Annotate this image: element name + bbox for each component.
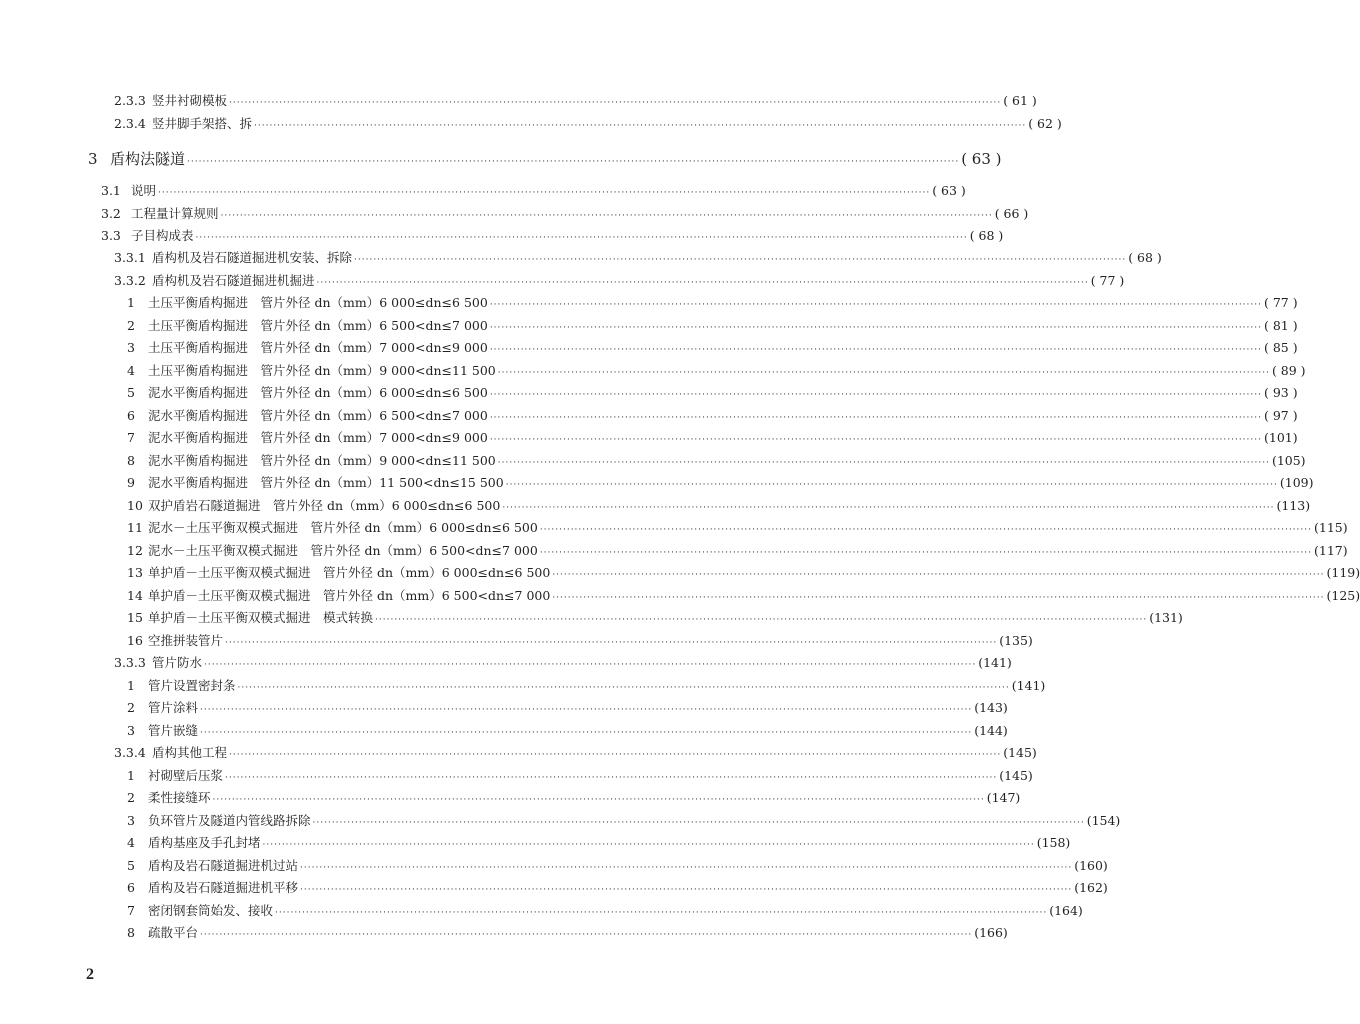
dot-leader: ········································································································································································································: [502, 503, 1275, 513]
toc-title: 疏散平台: [148, 925, 199, 940]
toc-page-number: ( 77 ): [1263, 295, 1298, 310]
toc-number: 8: [127, 925, 135, 940]
dot-leader: ········································································································································································································: [539, 548, 1312, 558]
toc-title: 子目构成表: [131, 228, 194, 243]
dot-leader: ········································································································································································································: [204, 660, 977, 670]
dot-leader: ········································································································································································································: [497, 368, 1270, 378]
toc-number: 15: [127, 610, 143, 625]
dot-leader: ········································································································································································································: [229, 750, 1002, 760]
toc-entry: [114, 93, 1037, 109]
toc-title: 空推拼装管片: [148, 633, 224, 648]
toc-number: 1: [127, 768, 135, 783]
dot-leader: ········································································································································································································: [489, 323, 1262, 333]
toc-title: 盾构及岩石隧道掘进机过站: [148, 858, 299, 873]
toc-entry: [127, 723, 1008, 739]
dot-leader: ········································································································································································································: [539, 525, 1312, 535]
dot-leader: ········································································································································································································: [237, 683, 1010, 693]
dot-leader: ········································································································································································································: [316, 278, 1089, 288]
toc-title: 泥水平衡盾构掘进 管片外径 dn（mm）6 000≤dn≤6 500: [148, 385, 488, 400]
toc-entry: [127, 565, 1360, 581]
toc-page-number: ( 63 ): [932, 183, 966, 198]
toc-title: 负环管片及隧道内管线路拆除: [148, 813, 311, 828]
toc-title: 单护盾－土压平衡双模式掘进 管片外径 dn（mm）6 500<dn≤7 000: [148, 588, 551, 603]
toc-page-number: (113): [1276, 498, 1311, 513]
dot-leader: ········································································································································································································: [375, 615, 1148, 625]
toc-entry: [101, 206, 1029, 222]
toc-page-number: (105): [1271, 453, 1306, 468]
toc-entry: [114, 250, 1162, 266]
dot-leader: ········································································································································································································: [552, 570, 1325, 580]
toc-title: 盾构法隧道: [110, 150, 186, 168]
toc-entry: [127, 543, 1348, 559]
toc-page-number: (109): [1279, 475, 1314, 490]
toc-entry: [127, 903, 1083, 919]
dot-leader: ········································································································································································································: [489, 413, 1262, 423]
toc-number: 12: [127, 543, 143, 558]
toc-entry: [127, 835, 1071, 851]
toc-number: 3.3.2: [114, 273, 146, 288]
toc-number: 14: [127, 588, 143, 603]
dot-leader: ········································································································································································································: [212, 795, 985, 805]
toc-entry: [127, 700, 1008, 716]
toc-number: 3.3: [101, 228, 121, 243]
toc-page-number: ( 62 ): [1028, 116, 1062, 131]
toc-number: 7: [127, 430, 135, 445]
toc-title: 泥水－土压平衡双模式掘进 管片外径 dn（mm）6 000≤dn≤6 500: [148, 520, 538, 535]
toc-number: 3.2: [101, 206, 121, 221]
toc-number: 8: [127, 453, 135, 468]
toc-page-number: (160): [1074, 858, 1108, 873]
toc-title: 密闭钢套筒始发、接收: [148, 903, 274, 918]
toc-entry: [127, 925, 1008, 941]
dot-leader: ········································································································································································································: [200, 705, 973, 715]
toc-number: 3: [127, 813, 135, 828]
toc-number: 6: [127, 408, 135, 423]
toc-title: 柔性接缝环: [148, 790, 211, 805]
toc-entry: [114, 745, 1037, 761]
toc-page-number: ( 66 ): [994, 206, 1029, 221]
dot-leader: ········································································································································································································: [489, 345, 1262, 355]
page-number: 2: [86, 966, 94, 983]
toc-page-number: (117): [1313, 543, 1348, 558]
toc-page-number: (101): [1263, 430, 1298, 445]
toc-title: 泥水平衡盾构掘进 管片外径 dn（mm）11 500<dn≤15 500: [148, 475, 504, 490]
toc-title: 工程量计算规则: [131, 206, 219, 221]
dot-leader: ········································································································································································································: [312, 818, 1085, 828]
toc-entry: [127, 430, 1298, 446]
toc-entry: [101, 228, 1004, 244]
toc-number: 5: [127, 385, 135, 400]
toc-page-number: ( 77 ): [1090, 273, 1125, 288]
dot-leader: ········································································································································································································: [225, 638, 998, 648]
toc-page-number: (145): [999, 768, 1033, 783]
dot-leader: ········································································································································································································: [200, 728, 973, 738]
toc-title: 土压平衡盾构掘进 管片外径 dn（mm）7 000<dn≤9 000: [148, 340, 488, 355]
toc-title: 泥水－土压平衡双模式掘进 管片外径 dn（mm）6 500<dn≤7 000: [148, 543, 538, 558]
toc-page-number: (166): [974, 925, 1008, 940]
toc-page-number: (145): [1003, 745, 1037, 760]
dot-leader: ········································································································································································································: [300, 885, 1073, 895]
toc-page-number: (158): [1036, 835, 1071, 850]
toc-number: 2.3.3: [114, 93, 146, 108]
toc-entry: [127, 880, 1108, 896]
toc-title: 泥水平衡盾构掘进 管片外径 dn（mm）6 500<dn≤7 000: [148, 408, 488, 423]
toc-number: 3.3.3: [114, 655, 146, 670]
toc-title: 竖井衬砌模板: [152, 93, 228, 108]
toc-title: 管片防水: [152, 655, 203, 670]
dot-leader: ········································································································································································································: [552, 593, 1325, 603]
toc-page-number: ( 81 ): [1263, 318, 1298, 333]
dot-leader: ········································································································································································································: [225, 773, 998, 783]
toc-number: 3: [127, 723, 135, 738]
toc-page-number: (125): [1326, 588, 1360, 603]
toc-page-number: (119): [1326, 565, 1360, 580]
toc-entry: [127, 790, 1021, 806]
toc-title: 盾构其他工程: [152, 745, 228, 760]
toc-number: 2: [127, 700, 135, 715]
toc-page-number: (162): [1074, 880, 1108, 895]
toc-entry: [127, 768, 1033, 784]
dot-leader: ········································································································································································································: [497, 458, 1270, 468]
dot-leader: ········································································································································································································: [505, 480, 1278, 490]
toc-page-number: ( 93 ): [1263, 385, 1298, 400]
toc-title: 泥水平衡盾构掘进 管片外径 dn（mm）9 000<dn≤11 500: [148, 453, 496, 468]
toc-number: 2.3.4: [114, 116, 146, 131]
toc-number: 2: [127, 318, 135, 333]
toc-entry: [127, 498, 1311, 514]
toc-number: 16: [127, 633, 143, 648]
toc-title: 盾构及岩石隧道掘进机平移: [148, 880, 299, 895]
toc-number: 3: [127, 340, 135, 355]
dot-leader: ········································································································································································································: [229, 98, 1002, 108]
toc-number: 5: [127, 858, 135, 873]
toc-title: 单护盾－土压平衡双模式掘进 管片外径 dn（mm）6 000≤dn≤6 500: [148, 565, 551, 580]
toc-page-number: (141): [978, 655, 1012, 670]
toc-title: 管片嵌缝: [148, 723, 199, 738]
dot-leader: ········································································································································································································: [300, 863, 1073, 873]
toc-page-number: ( 85 ): [1263, 340, 1298, 355]
dot-leader: ········································································································································································································: [158, 188, 931, 198]
dot-leader: ········································································································································································································: [489, 435, 1262, 445]
dot-leader: ········································································································································································································: [354, 255, 1127, 265]
toc-page-number: (154): [1086, 813, 1121, 828]
dot-leader: ········································································································································································································: [187, 157, 960, 167]
toc-title: 泥水平衡盾构掘进 管片外径 dn（mm）7 000<dn≤9 000: [148, 430, 488, 445]
toc-page-number: (164): [1049, 903, 1083, 918]
dot-leader: ········································································································································································································: [262, 840, 1035, 850]
toc-entry: [127, 408, 1298, 424]
toc-entry: [127, 295, 1298, 311]
toc-entry: [127, 385, 1298, 401]
toc-entry: [127, 318, 1298, 334]
dot-leader: ········································································································································································································: [489, 390, 1262, 400]
toc-number: 4: [127, 835, 135, 850]
toc-page-number: ( 68 ): [1128, 250, 1162, 265]
toc-page-number: (144): [974, 723, 1008, 738]
toc-entry: [127, 633, 1033, 649]
toc-entry: [127, 678, 1046, 694]
toc-entry: [114, 655, 1012, 671]
toc-number: 9: [127, 475, 135, 490]
toc-entry: [127, 453, 1306, 469]
dot-leader: ········································································································································································································: [489, 300, 1262, 310]
toc-title: 盾构机及岩石隧道掘进机安装、拆除: [152, 250, 353, 265]
toc-number: 6: [127, 880, 135, 895]
toc-number: 3: [88, 150, 98, 168]
toc-number: 3.1: [101, 183, 121, 198]
toc-title: 管片涂料: [148, 700, 199, 715]
toc-entry: [114, 116, 1062, 132]
toc-title: 衬砌壁后压浆: [148, 768, 224, 783]
toc-entry: [127, 813, 1121, 829]
dot-leader: ········································································································································································································: [200, 930, 973, 940]
toc-number: 10: [127, 498, 143, 513]
toc-entry: [127, 858, 1108, 874]
toc-page-number: (143): [974, 700, 1008, 715]
toc-number: 13: [127, 565, 143, 580]
toc-title: 盾构机及岩石隧道掘进机掘进: [152, 273, 315, 288]
toc-entry: [114, 273, 1125, 289]
toc-entry: [127, 363, 1306, 379]
toc-title: 管片设置密封条: [148, 678, 236, 693]
toc-number: 11: [127, 520, 143, 535]
toc-page-number: (131): [1149, 610, 1183, 625]
toc-number: 7: [127, 903, 135, 918]
toc-title: 单护盾－土压平衡双模式掘进 模式转换: [148, 610, 374, 625]
toc-entry: [127, 610, 1183, 626]
toc-title: 双护盾岩石隧道掘进 管片外径 dn（mm）6 000≤dn≤6 500: [148, 498, 501, 513]
toc-entry: [127, 588, 1360, 604]
dot-leader: ········································································································································································································: [275, 908, 1048, 918]
toc-page-number: ( 61 ): [1003, 93, 1037, 108]
toc-entry: [127, 340, 1298, 356]
toc-title: 竖井脚手架搭、拆: [152, 116, 253, 131]
dot-leader: ········································································································································································································: [195, 233, 968, 243]
toc-number: 3.3.1: [114, 250, 146, 265]
toc-number: 3.3.4: [114, 745, 146, 760]
dot-leader: ········································································································································································································: [254, 121, 1027, 131]
toc-entry: [127, 520, 1348, 536]
toc-page-number: (147): [986, 790, 1021, 805]
toc-number: 2: [127, 790, 135, 805]
toc-title: 说明: [131, 183, 157, 198]
toc-page-number: (115): [1313, 520, 1348, 535]
toc-entry: [101, 183, 966, 199]
toc-page-number: ( 89 ): [1271, 363, 1306, 378]
dot-leader: ········································································································································································································: [220, 211, 993, 221]
toc-entry: [127, 475, 1314, 491]
toc-number: 4: [127, 363, 135, 378]
toc-page-number: ( 68 ): [969, 228, 1004, 243]
toc-page-number: (135): [999, 633, 1033, 648]
toc-number: 1: [127, 295, 135, 310]
toc-page-number: ( 97 ): [1263, 408, 1298, 423]
toc-page-number: (141): [1011, 678, 1046, 693]
toc-title: 土压平衡盾构掘进 管片外径 dn（mm）9 000<dn≤11 500: [148, 363, 496, 378]
toc-entry: [88, 150, 1002, 168]
toc-page-number: ( 63 ): [961, 150, 1002, 168]
toc-title: 土压平衡盾构掘进 管片外径 dn（mm）6 500<dn≤7 000: [148, 318, 488, 333]
toc-number: 1: [127, 678, 135, 693]
toc-title: 盾构基座及手孔封堵: [148, 835, 261, 850]
toc-title: 土压平衡盾构掘进 管片外径 dn（mm）6 000≤dn≤6 500: [148, 295, 488, 310]
